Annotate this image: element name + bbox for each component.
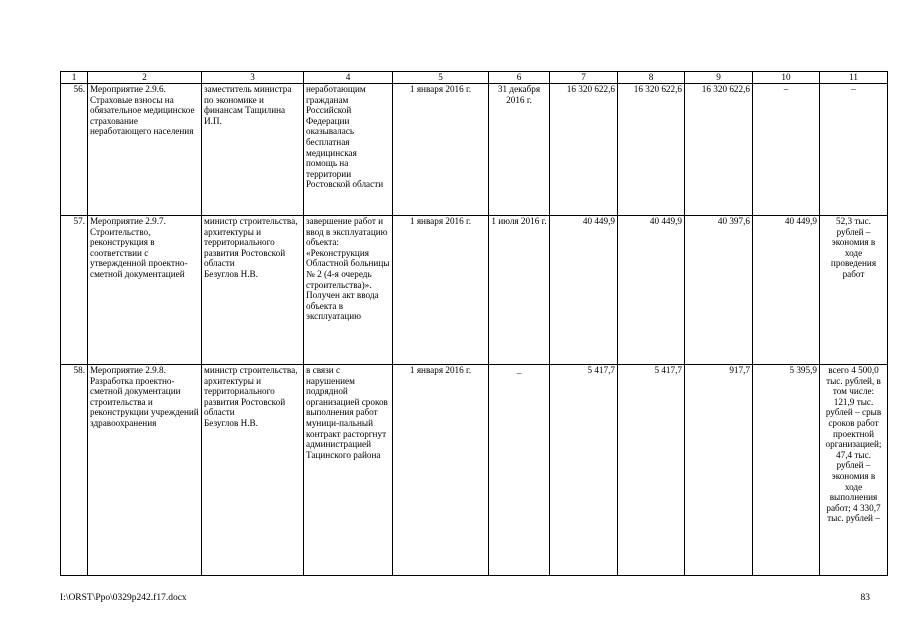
column-header: 11 [820,72,888,84]
value-cell-7: 5 417,7 [550,365,618,576]
column-header: 9 [685,72,753,84]
table-row [61,216,888,365]
value-cell-10: 5 395,9 [753,365,820,576]
value-cell-9: 917,7 [685,365,753,576]
header-row [61,72,888,84]
page-number: 83 [860,593,870,603]
column-header: 2 [88,72,202,84]
value-cell-9: 16 320 622,6 [685,84,753,216]
column-header: 3 [202,72,304,84]
column-header: 6 [489,72,550,84]
table-row [61,365,888,576]
start-date-cell: 1 января 2016 г. [393,216,489,365]
note-cell: всего 4 500,0 тыс. рублей, в том числе: 121,9 тыс. рублей – срыв сроков работ проектной организацией; 47,4 тыс. рублей – экономия в ходе выполнения работ; 4 330,7 тыс. рублей – [820,365,888,576]
value-cell-8: 40 449,9 [618,216,685,365]
value-cell-10: – [753,84,820,216]
column-header: 5 [393,72,489,84]
table-row [61,84,888,216]
column-header: 10 [753,72,820,84]
responsible-cell: министр строительства, архитектуры и территориального развития Ростовской области Безуглов Н.В. [202,365,304,576]
result-cell: в связи с нарушением подрядной организацией сроков выполнения работ муници-пальный контракт расторгнут администрацией Тацинского района [304,365,393,576]
value-cell-7: 40 449,9 [550,216,618,365]
column-header: 1 [61,72,88,84]
start-date-cell: 1 января 2016 г. [393,365,489,576]
file-path: I:\ORST\Ppo\0329p242.f17.docx [60,593,187,603]
result-cell: неработающим гражданам Российской Федерации оказывалась бесплатная медицинская помощь на территории Ростовской области [304,84,393,216]
row-number: 57. [61,216,88,365]
column-header: 4 [304,72,393,84]
responsible-cell: министр строительства, архитектуры и территориального развития Ростовской области Безуглов Н.В. [202,216,304,365]
measure-cell: Мероприятие 2.9.7. Строительство, реконструкция в соответствии с утвержденной проектно-сметной документацией [88,216,202,365]
value-cell-8: 5 417,7 [618,365,685,576]
value-cell-9: 40 397,6 [685,216,753,365]
note-cell: 52,3 тыс. рублей – экономия в ходе проведения работ [820,216,888,365]
end-date-cell: _ [489,365,550,576]
result-cell: завершение работ и ввод в эксплуатацию объекта: «Реконструкция Областной больницы № 2 (4-я очередь строительства)». Получен акт ввода объекта в эксплуатацию [304,216,393,365]
end-date-cell: 31 декабря 2016 г. [489,84,550,216]
value-cell-8: 16 320 622,6 [618,84,685,216]
column-header: 8 [618,72,685,84]
start-date-cell: 1 января 2016 г. [393,84,489,216]
row-number: 58. [61,365,88,576]
value-cell-10: 40 449,9 [753,216,820,365]
value-cell-7: 16 320 622,6 [550,84,618,216]
row-number: 56. [61,84,88,216]
responsible-cell: заместитель министра по экономике и финансам Тащилина И.П. [202,84,304,216]
measure-cell: Мероприятие 2.9.8. Разработка проектно-сметной документации строительства и реконструкции учреждений здравоохранения [88,365,202,576]
measure-cell: Мероприятие 2.9.6. Страховые взносы на обязательное медицинское страхование неработающего населения [88,84,202,216]
column-header: 7 [550,72,618,84]
report-table [60,71,888,576]
note-cell: – [820,84,888,216]
end-date-cell: 1 июля 2016 г. [489,216,550,365]
